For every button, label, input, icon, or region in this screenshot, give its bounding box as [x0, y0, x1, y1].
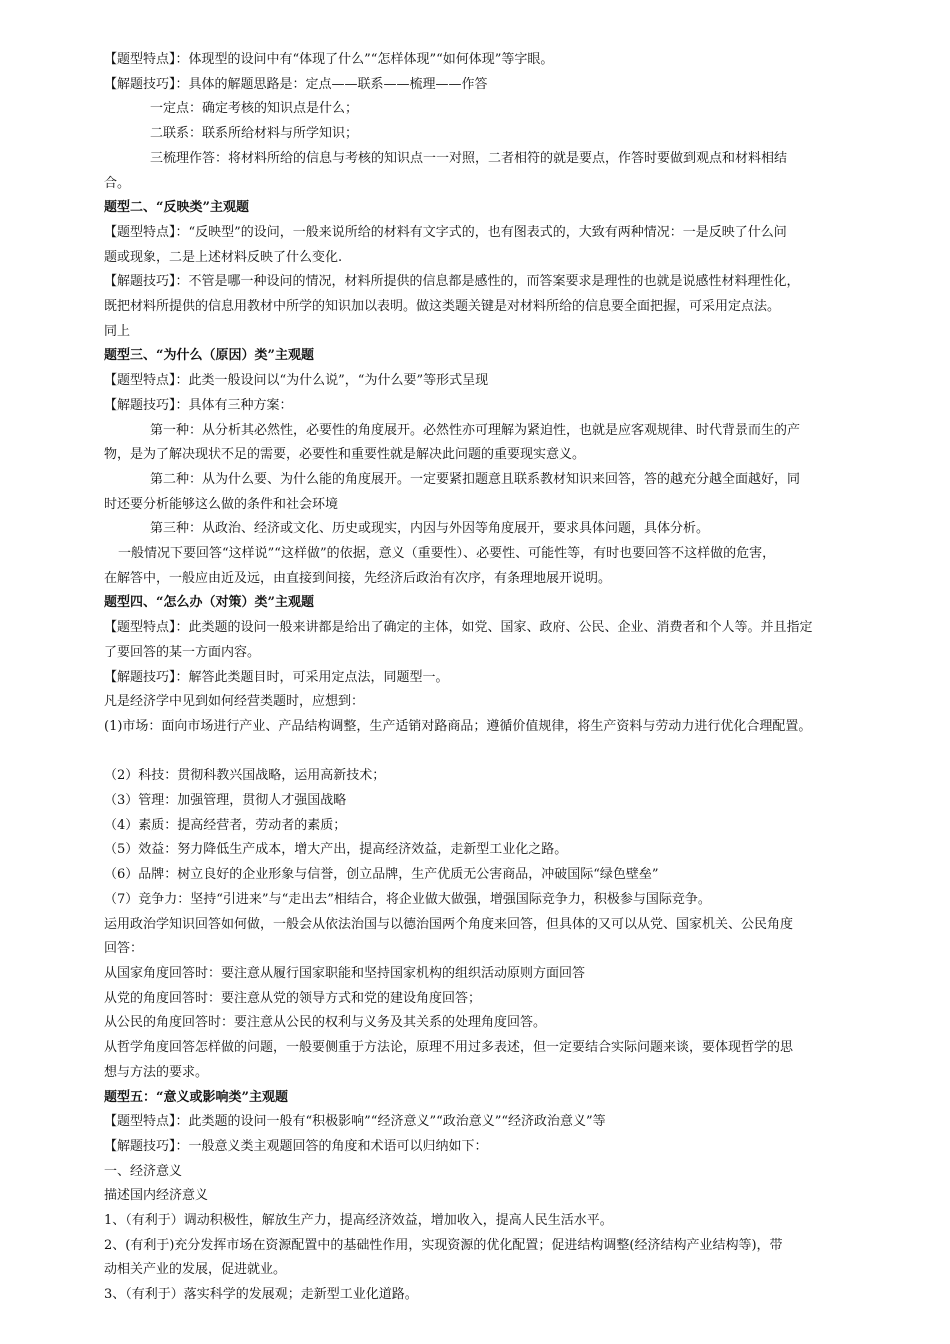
text-line: 描述国内经济意义 [104, 1188, 209, 1204]
text-line: 【解题技巧】：解答此类题目时，可采用定点法，同题型一。 [104, 669, 449, 685]
blank-line [104, 740, 850, 765]
text-line: （5）效益：努力降低生产成本，增大产出，提高经济效益，走新型工业化之路。 [104, 842, 568, 858]
text-line: 3、（有利于）落实科学的发展观；走新型工业化道路。 [104, 1287, 418, 1303]
text-line: 同上 [104, 323, 131, 339]
text-line: 题或现象，二是上述材料反映了什么变化. [104, 249, 343, 265]
text-line: 从党的角度回答时：要注意从党的领导方式和党的建设角度回答； [104, 990, 482, 1006]
text-line: 一般情况下要回答“这样说”“这样做”的依据，意义（重要性）、必要性、可能性等，有时也要回答不这样做的危害， [118, 546, 776, 562]
text-line: 动相关产业的发展，促进就业。 [104, 1262, 287, 1278]
text-line: 三梳理作答：将材料所给的信息与考核的知识点一一对照，二者相符的就是要点，作答时要做到观点和材料相结 [150, 150, 788, 166]
text-line: 【题型特点】：此类一般设问以“为什么说”，“为什么要”等形式呈现 [104, 373, 489, 389]
text-line: 从公民的角度回答时：要注意从公民的权利与义务及其关系的处理角度回答。 [104, 1015, 547, 1031]
text-line: 【题型特点】：体现型的设问中有“体现了什么”“怎样体现”“如何体现”等字眼。 [104, 52, 554, 67]
text-line: （4）素质：提高经营者，劳动者的素质； [104, 817, 347, 833]
text-line: 想与方法的要求。 [104, 1064, 209, 1080]
text-line: 时还要分析能够这么做的条件和社会环境 [104, 496, 339, 512]
text-line: 二联系：联系所给材料与所学知识； [150, 126, 359, 142]
text-line: 2、(有利于)充分发挥市场在资源配置中的基础性作用，实现资源的优化配置；促进结构调整(经济结构产业结构等)，带 [104, 1237, 783, 1253]
text-line: 从国家角度回答时：要注意从履行国家职能和坚持国家机构的组织活动原则方面回答 [104, 966, 586, 981]
text-line: 【题型特点】：此类题的设问一般有“积极影响”“经济意义”“政治意义”“经济政治意义”等 [104, 1114, 606, 1130]
text-line: 一定点：确定考核的知识点是什么； [150, 101, 359, 117]
text-line: （2）科技：贯彻科教兴国战略，运用高新技术； [104, 768, 386, 784]
text-line: 【题型特点】：此类题的设问一般来讲都是给出了确定的主体，如党、国家、政府、公民、企业、消费者和个人等。并且指定 [104, 620, 813, 636]
text-line: 物，是为了解决现状不足的需要，必要性和重要性就是解决此问题的重要现实意义。 [104, 447, 586, 463]
text-line: （7）竞争力：坚持“引进来”与“走出去”相结合，将企业做大做强，增强国际竞争力，积极参与国际竞争。 [104, 891, 711, 907]
text-line: 凡是经济学中见到如何经营类题时，应想到： [104, 694, 365, 710]
text-line: 【题型特点】：“反映型”的设问，一般来说所给的材料有文字式的，也有图表式的，大致有两种情况：一是反映了什么问 [104, 224, 787, 240]
text-line: 【解题技巧】：一般意义类主观题回答的角度和术语可以归纳如下： [104, 1138, 488, 1154]
text-line: 既把材料所提供的信息用教材中所学的知识加以表明。做这类题关键是对材料所给的信息要全面把握，可采用定点法。 [104, 299, 781, 315]
text-line: 【解题技巧】：具体有三种方案： [104, 397, 293, 413]
text-line: 第二种：从为什么要、为什么能的角度展开。一定要紧扣题意且联系教材知识来回答，答的越充分越全面越好，同 [150, 471, 801, 487]
text-line: 从哲学角度回答怎样做的问题，一般要侧重于方法论，原理不用过多表述，但一定要结合实际问题来谈，要体现哲学的思 [104, 1040, 794, 1056]
section-heading: 题型二、“反映类”主观题 [104, 200, 249, 216]
section-heading: 题型三、“为什么（原因）类”主观题 [104, 348, 314, 364]
section-heading: 题型四、“怎么办（对策）类”主观题 [104, 595, 314, 611]
text-line: 了要回答的某一方面内容。 [104, 644, 261, 660]
text-line: 第一种：从分析其必然性，必要性的角度展开。必然性亦可理解为紧迫性，也就是应客观规律、时代背景而生的产 [150, 422, 801, 438]
text-line: （6）品牌：树立良好的企业形象与信誉，创立品牌，生产优质无公害商品，冲破国际“绿色壁垒” [104, 867, 659, 883]
text-line: 第三种：从政治、经济或文化、历史或现实，内因与外因等角度展开，要求具体问题，具体分析。 [150, 521, 710, 537]
text-line: 【解题技巧】：不管是哪一种设问的情况，材料所提供的信息都是感性的，而答案要求是理性的也就是说感性材料理性化， [104, 274, 800, 290]
text-line: (1)市场：面向市场进行产业、产品结构调整，生产适销对路商品；遵循价值规律，将生产资料与劳动力进行优化合理配置。 [104, 718, 812, 734]
text-line: （3）管理：加强管理，贯彻人才强国战略 [104, 793, 347, 809]
text-line: 【解题技巧】：具体的解题思路是：定点——联系——梳理——作答 [104, 76, 488, 92]
text-line: 回答： [104, 941, 144, 957]
text-line: 合。 [104, 175, 131, 191]
text-line: 一、经济意义 [104, 1163, 183, 1179]
text-line: 运用政治学知识回答如何做，一般会从依法治国与以德治国两个角度来回答，但具体的又可以从党、国家机关、公民角度 [104, 916, 794, 932]
text-line: 1、（有利于）调动积极性，解放生产力，提高经济效益，增加收入，提高人民生活水平。 [104, 1213, 613, 1229]
text-line: 在解答中，一般应由近及远，由直接到间接，先经济后政治有次序，有条理地展开说明。 [104, 570, 612, 586]
section-heading: 题型五：“意义或影响类”主观题 [104, 1089, 288, 1105]
